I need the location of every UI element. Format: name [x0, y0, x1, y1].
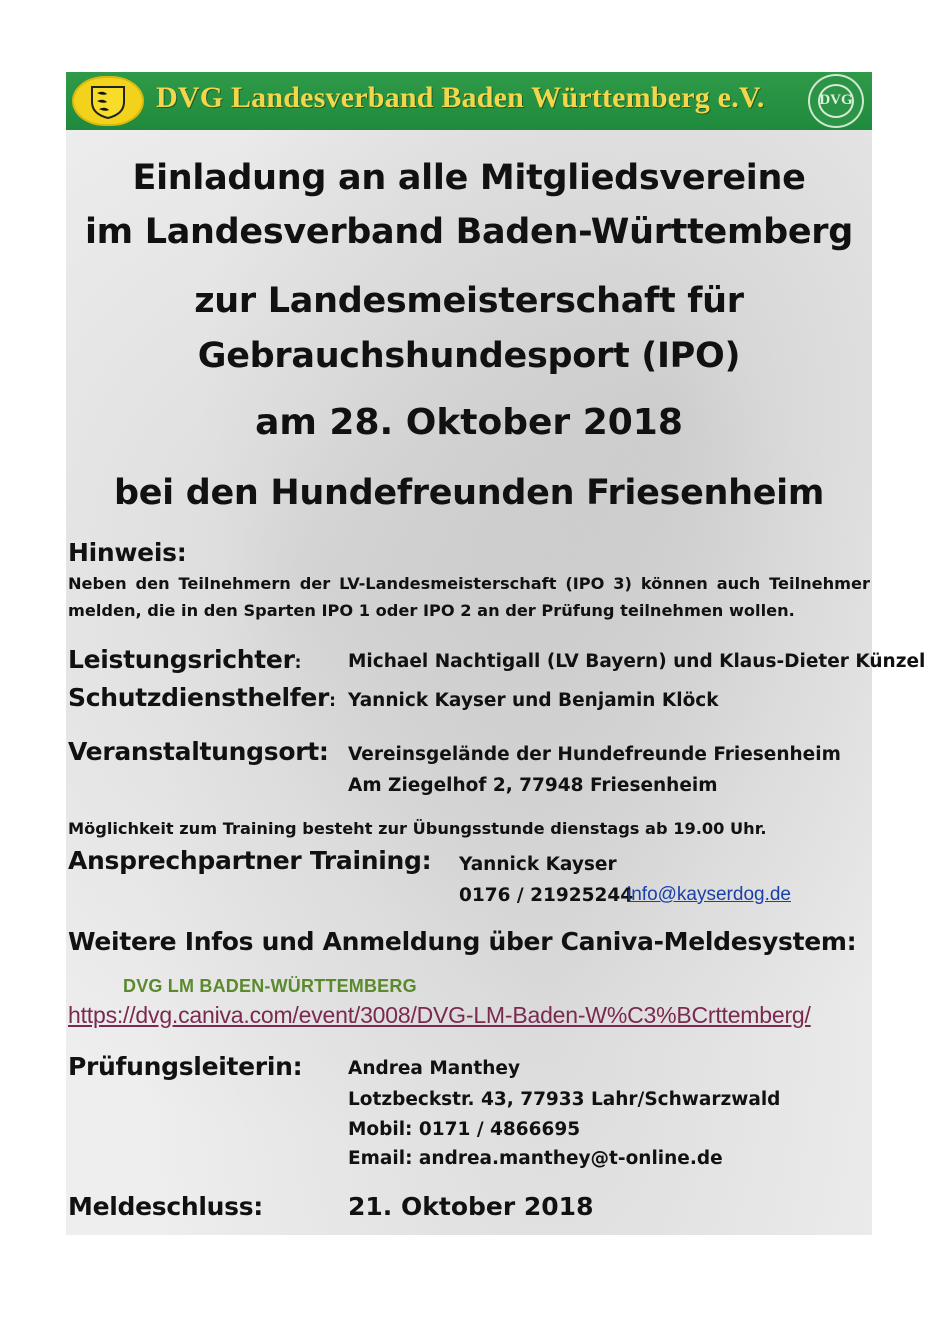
caniva-registration-link[interactable]: https://dvg.caniva.com/event/3008/DVG-LM-Baden-W%C3%BCrttemberg/ [68, 1002, 811, 1028]
hinweis-text: Neben den Teilnehmern der LV-Landesmeisterschaft (IPO 3) können auch Teilnehmer melden, die in den Sparten IPO 1 oder IPO 2 an der Prüfung teilnehmen wollen. [68, 574, 870, 620]
event-host: bei den Hundefreunden Friesenheim [113, 473, 825, 513]
deadline-value: 21. Oktober 2018 [348, 1192, 594, 1221]
leader-email: Email: andrea.manthey@t-online.de [348, 1148, 723, 1169]
helpers-label-text: Schutzdiensthelfer [68, 683, 330, 712]
deadline-label: Meldeschluss: [68, 1192, 263, 1221]
judges-value: Michael Nachtigall (LV Bayern) und Klaus-Dieter Künzel [348, 651, 926, 672]
judges-label-text: Leistungsrichter [68, 645, 295, 674]
seal-text: DVG [819, 92, 853, 108]
helpers-label [68, 683, 336, 712]
title-line-1: Einladung an alle Mitgliedsvereine [132, 158, 806, 198]
event-date: am 28. Oktober 2018 [255, 402, 683, 443]
leader-mobile: Mobil: 0171 / 4866695 [348, 1119, 581, 1140]
helpers-label-colon: : [329, 691, 336, 711]
leader-address: Lotzbeckstr. 43, 77933 Lahr/Schwarzwald [348, 1089, 781, 1110]
judges-label-colon: : [294, 653, 302, 673]
judges-label [68, 645, 301, 674]
training-contact-name: Yannick Kayser [459, 854, 617, 875]
title-line-2: im Landesverband Baden-Württemberg [84, 212, 854, 252]
training-note: Möglichkeit zum Training besteht zur Übungsstunde dienstags ab 19.00 Uhr. [68, 819, 767, 838]
title-line-3: zur Landesmeisterschaft für [194, 281, 744, 321]
dvg-seal-icon [808, 74, 864, 128]
registration-heading: Weitere Infos und Anmeldung über Caniva-Meldesystem: [68, 927, 857, 956]
venue-label: Veranstaltungsort: [68, 737, 329, 766]
hinweis-heading: Hinweis: [68, 538, 187, 567]
helpers-value: Yannick Kayser und Benjamin Klöck [348, 690, 719, 711]
venue-line-1: Vereinsgelände der Hundefreunde Friesenheim [348, 744, 841, 765]
caniva-event-name: DVG LM BADEN-WÜRTTEMBERG [123, 976, 417, 996]
leader-name: Andrea Manthey [348, 1058, 521, 1079]
training-email-link[interactable]: info@kayserdog.de [627, 884, 791, 905]
header-banner [66, 72, 872, 130]
title-line-4: Gebrauchshundesport (IPO) [197, 336, 741, 376]
training-phone: 0176 / 21925244 [459, 885, 634, 906]
training-label: Ansprechpartner Training: [68, 846, 432, 875]
baden-wuerttemberg-crest-icon [72, 76, 144, 126]
venue-line-2: Am Ziegelhof 2, 77948 Friesenheim [348, 775, 718, 796]
organization-name: DVG Landesverband Baden Württemberg e.V. [156, 81, 765, 114]
leader-label: Prüfungsleiterin: [68, 1052, 303, 1081]
